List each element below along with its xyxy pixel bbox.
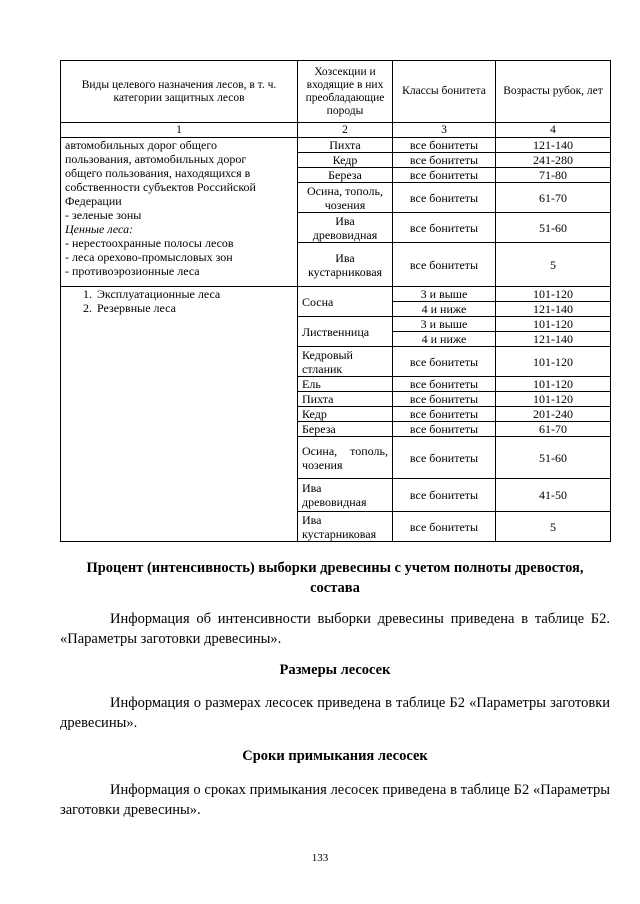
section-text-adjacency [60,780,610,820]
col-number: 1 [61,123,298,138]
purpose-line: - нерестоохранные полосы лесов [65,236,234,250]
species-cell: Сосна [298,287,393,317]
bonitet-cell: 3 и выше [393,287,496,302]
age-cell: 51-60 [496,437,611,479]
list-item: 1. Эксплуатационные леса [95,287,293,301]
age-cell: 51-60 [496,213,611,243]
section-heading-adjacency: Сроки примыкания лесосек [242,748,428,764]
bonitet-cell: все бонитеты [393,347,496,377]
page-number: 133 [311,852,329,864]
paragraph-text: Информация об интенсивности выборки древесины приведена в таблице Б2. «Параметры заготовки древесины». [60,611,610,647]
purpose-line: общего пользования, находящихся в [65,166,251,180]
age-cell: 201-240 [496,407,611,422]
age-cell: 241-280 [496,153,611,168]
age-cell: 101-120 [496,317,611,332]
purpose-line: пользования, автомобильных дорог [65,152,247,166]
species-cell: Кедр [298,153,393,168]
purpose-line: - леса орехово-промысловых зон [65,250,233,264]
cutting-age-table [60,60,611,542]
section-text-size [60,693,610,733]
header-purpose: Виды целевого назначения лесов, в т. ч. категории защитных лесов [61,61,298,123]
species-cell: Кедровый стланик [298,347,393,377]
species-cell: Ива древовидная [298,213,393,243]
paragraph-text: Информация о размерах лесосек приведена в таблице Б2 «Параметры заготовки древесины». [60,695,610,731]
species-cell: Осина, тополь, чозения [298,183,393,213]
age-cell: 101-120 [496,347,611,377]
bonitet-cell: 4 и ниже [393,332,496,347]
header-age: Возрасты рубок, лет [496,61,611,123]
age-cell: 61-70 [496,183,611,213]
bonitet-cell: все бонитеты [393,243,496,287]
header-species: Хозсекции и входящие в них преобладающие породы [298,61,393,123]
bonitet-cell: все бонитеты [393,168,496,183]
section-heading-size: Размеры лесосек [279,662,391,678]
age-cell: 5 [496,243,611,287]
bonitet-cell: все бонитеты [393,153,496,168]
col-number: 3 [393,123,496,138]
bonitet-cell: все бонитеты [393,392,496,407]
forest-type-list [65,287,293,315]
age-cell: 101-120 [496,392,611,407]
purpose-line: автомобильных дорог общего [65,138,217,152]
species-cell: Ива кустарниковая [298,512,393,542]
bonitet-cell: все бонитеты [393,479,496,512]
section-text-intensity [60,609,610,649]
purpose-cell-exploitation [61,287,298,542]
col-number: 4 [496,123,611,138]
species-cell: Ива древовидная [298,479,393,512]
species-cell: Ель [298,377,393,392]
paragraph-text: Информация о сроках примыкания лесосек приведена в таблице Б2 «Параметры заготовки древесины». [60,782,610,818]
species-cell: Кедр [298,407,393,422]
age-cell: 121-140 [496,332,611,347]
bonitet-cell: все бонитеты [393,183,496,213]
species-cell: Береза [298,422,393,437]
age-cell: 71-80 [496,168,611,183]
age-cell: 121-140 [496,138,611,153]
age-cell: 5 [496,512,611,542]
species-cell: Береза [298,168,393,183]
purpose-line: Федерации [65,194,122,208]
bonitet-cell: все бонитеты [393,422,496,437]
bonitet-cell: все бонитеты [393,437,496,479]
bonitet-cell: 4 и ниже [393,302,496,317]
species-cell: Пихта [298,138,393,153]
age-cell: 41-50 [496,479,611,512]
bonitet-cell: все бонитеты [393,512,496,542]
purpose-line: собственности субъектов Российской [65,180,256,194]
purpose-line: - противоэрозионные леса [65,264,200,278]
purpose-line: Ценные леса: [65,222,134,236]
col-number: 2 [298,123,393,138]
species-cell: Ива кустарниковая [298,243,393,287]
age-cell: 101-120 [496,377,611,392]
bonitet-cell: все бонитеты [393,138,496,153]
purpose-line: - зеленые зоны [65,208,142,222]
bonitet-cell: все бонитеты [393,213,496,243]
section-heading-intensity: Процент (интенсивность) выборки древесины с учетом полноты древостоя, состава [86,560,584,596]
species-cell: Осина, тополь, чозения [298,437,393,479]
age-cell: 121-140 [496,302,611,317]
bonitet-cell: все бонитеты [393,377,496,392]
header-bonitet: Классы бонитета [393,61,496,123]
purpose-cell-protective [61,138,298,287]
species-cell: Пихта [298,392,393,407]
bonitet-cell: все бонитеты [393,407,496,422]
bonitet-cell: 3 и выше [393,317,496,332]
age-cell: 61-70 [496,422,611,437]
list-item: 2. Резервные леса [95,301,293,315]
age-cell: 101-120 [496,287,611,302]
species-cell: Лиственница [298,317,393,347]
